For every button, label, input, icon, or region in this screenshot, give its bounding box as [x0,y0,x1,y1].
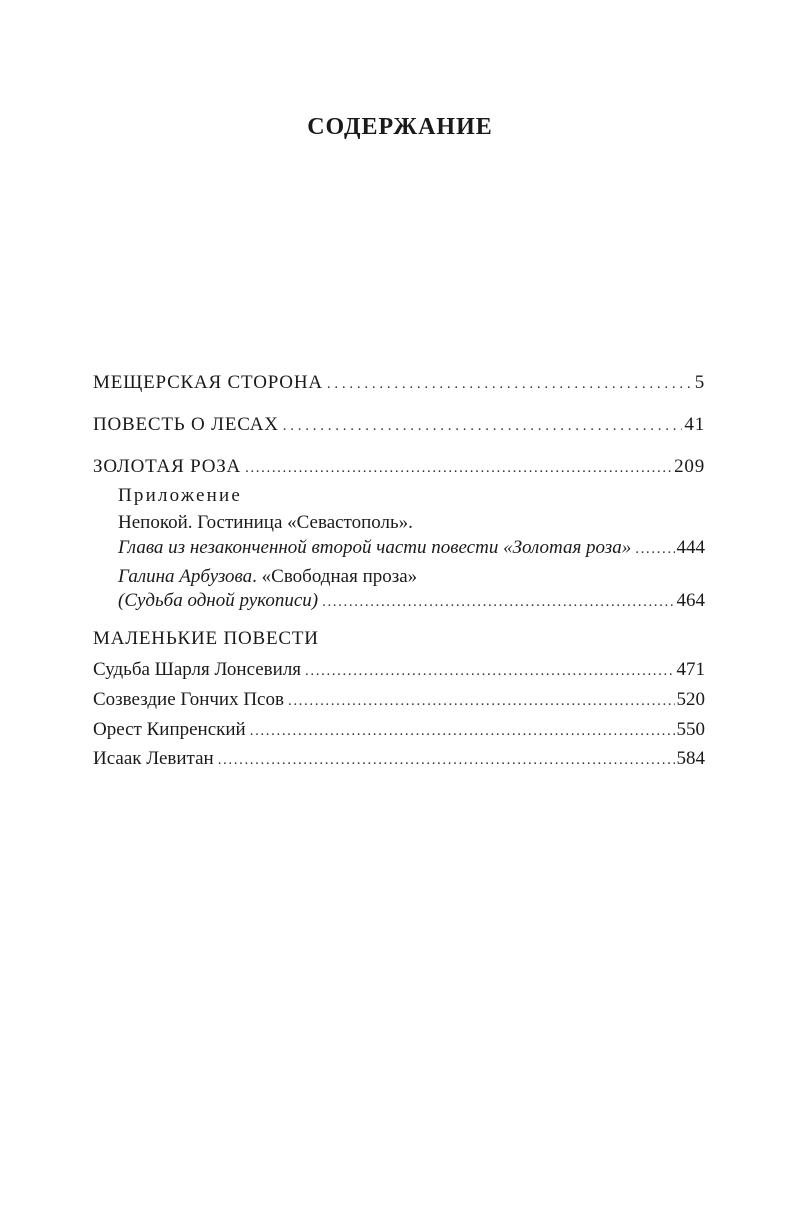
dot-leader [288,689,675,713]
dot-leader [250,719,675,743]
toc-entry-forests[interactable] [93,413,705,438]
work-title: . «Свободная проза» [252,566,418,587]
toc-entry-label: ЗОЛОТАЯ РОЗА [93,456,242,477]
toc-page-number: 464 [676,590,705,611]
appendix-nepokoy-title: Непокой. Гостиница «Севастополь». [118,512,413,533]
toc-entry-kiprensky[interactable] [93,718,705,743]
toc-entry-hounds[interactable] [93,688,705,713]
toc-entry-nepokoy[interactable] [118,536,705,561]
toc-page-number: 444 [676,537,705,558]
toc-page-number: 41 [684,414,705,435]
toc-page-number: 5 [694,372,705,393]
appendix-heading: Приложение [118,485,242,506]
dot-leader [635,537,674,561]
appendix-arbuzova-line [118,565,417,589]
toc-entry-label: Судьба Шарля Лонсевиля [93,659,302,680]
toc-entry-label: Исаак Левитан [93,748,214,769]
toc-entry-levitan[interactable] [93,747,705,772]
toc-entry-golden-rose[interactable] [93,455,705,480]
toc-entry-lonseville[interactable] [93,658,705,683]
toc-page-number: 520 [676,689,705,710]
dot-leader [218,748,675,772]
toc-entry-label: Глава из незаконченной второй части повести «Золотая роза» [118,537,632,558]
dot-leader [322,590,674,614]
dot-leader [327,372,693,396]
toc-entry-label: ПОВЕСТЬ О ЛЕСАХ [93,414,279,435]
toc-page-number: 584 [676,748,705,769]
section-heading-small-stories: МАЛЕНЬКИЕ ПОВЕСТИ [93,628,319,649]
dot-leader [305,659,674,683]
toc-entry-label: (Судьба одной рукописи) [118,590,319,611]
dot-leader [283,414,683,438]
dot-leader [245,456,672,480]
toc-page-number: 550 [676,719,705,740]
toc-page-number: 471 [676,659,705,680]
page-title: СОДЕРЖАНИЕ [307,114,493,140]
toc-entry-meshchera[interactable] [93,371,705,396]
toc-entry-arbuzova[interactable] [118,589,705,614]
toc-page-number: 209 [674,456,705,477]
toc-entry-label: МЕЩЕРСКАЯ СТОРОНА [93,372,323,393]
toc-entry-label: Созвездие Гончих Псов [93,689,284,710]
author-name: Галина Арбузова [118,566,253,587]
toc-entry-label: Орест Кипренский [93,719,246,740]
